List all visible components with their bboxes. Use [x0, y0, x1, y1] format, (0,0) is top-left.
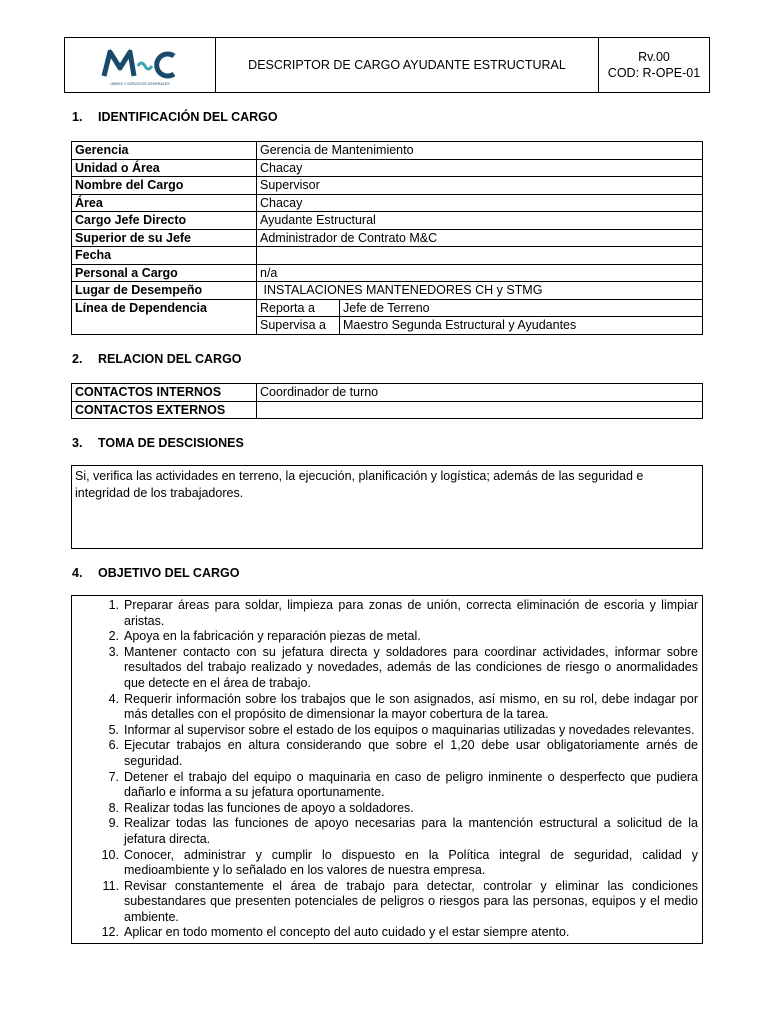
list-item-number: 2.	[108, 629, 119, 644]
label-superior: Superior de su Jefe	[72, 229, 257, 247]
list-item-text: Realizar todas las funciones de apoyo necesarias para la mantención estructural a solicitud de la jefatura directa.	[124, 816, 698, 846]
list-item	[72, 645, 698, 692]
table-row	[72, 194, 703, 212]
value-jefe: Ayudante Estructural	[257, 212, 703, 230]
decisions-text: Si, verifica las actividades en terreno, la ejecución, planificación y logística; además de las seguridad e integridad de los trabajadores.	[71, 465, 703, 549]
list-item-text: Conocer, administrar y cumplir lo dispuesto en la Política integral de seguridad, calidad y medioambiente y lo señalado en los valores de nuestra empresa.	[124, 847, 698, 878]
list-item-number: 9.	[108, 816, 119, 831]
list-item-text: Informar al supervisor sobre el estado de los equipos o maquinarias utilizadas y novedades relevantes.	[124, 722, 695, 737]
list-item	[72, 801, 698, 817]
table-row	[72, 299, 703, 317]
table-row	[72, 384, 703, 402]
value-area: Chacay	[257, 194, 703, 212]
revision-label: Rv.00	[638, 50, 670, 64]
value-personal: n/a	[257, 264, 703, 282]
list-item-text: Detener el trabajo del equipo o maquinaria en caso de peligro inminente o desperfecto que pudiera dañarlo e informa a su jefatura oportunamente.	[124, 769, 698, 800]
value-superior: Administrador de Contrato M&C	[257, 229, 703, 247]
list-item	[72, 598, 698, 629]
label-reporta: Reporta a	[257, 299, 340, 317]
label-lugar: Lugar de Desempeño	[72, 282, 257, 300]
table-row	[72, 177, 703, 195]
list-item-number: 11.	[102, 878, 119, 893]
list-item-text: Apoya en la fabricación y reparación piezas de metal.	[124, 629, 421, 644]
table-row	[72, 142, 703, 160]
list-item-text: Mantener contacto con su jefatura directa y soldadores para coordinar actividades, informar sobre resultados del trabajo realizado y novedades, además de las condiciones de riesgo o anormalidades que detecte en el área de trabajo.	[124, 644, 698, 690]
table-row	[72, 212, 703, 230]
list-item	[72, 770, 698, 801]
value-reporta: Jefe de Terreno	[340, 299, 703, 317]
list-item	[72, 848, 698, 879]
document-title: DESCRIPTOR DE CARGO AYUDANTE ESTRUCTURAL	[216, 38, 599, 92]
value-gerencia: Gerencia de Mantenimiento	[257, 142, 703, 160]
list-item	[72, 629, 698, 645]
list-item-number: 4.	[108, 691, 119, 706]
list-item-text: Revisar constantemente el área de trabajo para detectar, controlar y eliminar las condiciones subestandares que presenten potenciales de peligros o riesgos para las personas, equipos y el medio ambiente.	[124, 878, 698, 924]
svg-text:OBRAS Y SERVICIOS GENERALES: OBRAS Y SERVICIOS GENERALES	[110, 82, 170, 86]
list-item-text: Requerir información sobre los trabajos que le son asignados, así mismo, en su rol, debe indagar por más detalles con el propósito de dimensionar la mayor cobertura de la tarea.	[124, 691, 698, 722]
table-row	[72, 247, 703, 265]
list-item	[72, 723, 698, 739]
list-item	[72, 879, 698, 926]
label-fecha: Fecha	[72, 247, 257, 265]
list-item-number: 1.	[108, 598, 119, 612]
label-unidad: Unidad o Área	[72, 159, 257, 177]
list-item	[72, 925, 698, 941]
list-item-text: Aplicar en todo momento el concepto del auto cuidado y el estar siempre atento.	[124, 925, 570, 940]
table-row	[72, 229, 703, 247]
value-internos: Coordinador de turno	[257, 384, 703, 402]
list-item-number: 6.	[108, 738, 119, 753]
list-item-number: 12.	[101, 925, 119, 940]
relation-table	[71, 383, 703, 419]
label-jefe: Cargo Jefe Directo	[72, 212, 257, 230]
code-label: COD: R-OPE-01	[607, 66, 701, 80]
document-code	[599, 38, 709, 92]
list-item	[72, 692, 698, 723]
list-item-text: Ejecutar trabajos en altura considerando que sobre el 1,20 debe usar obligatoriamente arnés de seguridad.	[124, 738, 698, 768]
list-item-number: 8.	[108, 800, 119, 815]
table-row	[72, 159, 703, 177]
section-decisiones-title: 3. TOMA DE DESCISIONES	[72, 436, 244, 450]
label-nombre: Nombre del Cargo	[72, 177, 257, 195]
list-item-number: 7.	[108, 769, 119, 784]
table-row	[72, 264, 703, 282]
table-row	[72, 282, 703, 300]
value-supervisa: Maestro Segunda Estructural y Ayudantes	[340, 317, 703, 335]
list-item-number: 3.	[108, 644, 119, 659]
label-externos: CONTACTOS EXTERNOS	[72, 401, 257, 419]
list-item-number: 5.	[108, 722, 119, 737]
objectives-list	[72, 598, 698, 941]
value-fecha	[257, 247, 703, 265]
section-identificacion-title: 1. IDENTIFICACIÓN DEL CARGO	[72, 110, 278, 124]
label-supervisa: Supervisa a	[257, 317, 340, 335]
document-header	[64, 37, 710, 93]
list-item	[72, 738, 698, 769]
label-gerencia: Gerencia	[72, 142, 257, 160]
list-item-text: Realizar todas las funciones de apoyo a soldadores.	[124, 800, 414, 815]
list-item	[72, 816, 698, 847]
company-logo	[65, 38, 216, 92]
mc-logo-icon	[100, 42, 180, 88]
value-lugar: INSTALACIONES MANTENEDORES CH y STMG	[257, 282, 703, 300]
value-externos	[257, 401, 703, 419]
section-objetivo-title: 4. OBJETIVO DEL CARGO	[72, 566, 240, 580]
section-relacion-title: 2. RELACION DEL CARGO	[72, 352, 242, 366]
label-personal: Personal a Cargo	[72, 264, 257, 282]
table-row	[72, 401, 703, 419]
value-nombre: Supervisor	[257, 177, 703, 195]
list-item-number: 10.	[101, 847, 119, 862]
identification-table	[71, 141, 703, 335]
list-item-text: Preparar áreas para soldar, limpieza para zonas de unión, correcta eliminación de escoria y limpiar aristas.	[124, 598, 698, 628]
value-unidad: Chacay	[257, 159, 703, 177]
objectives-box	[71, 595, 703, 944]
label-dependencia: Línea de Dependencia	[72, 299, 257, 334]
label-area: Área	[72, 194, 257, 212]
label-internos: CONTACTOS INTERNOS	[72, 384, 257, 402]
